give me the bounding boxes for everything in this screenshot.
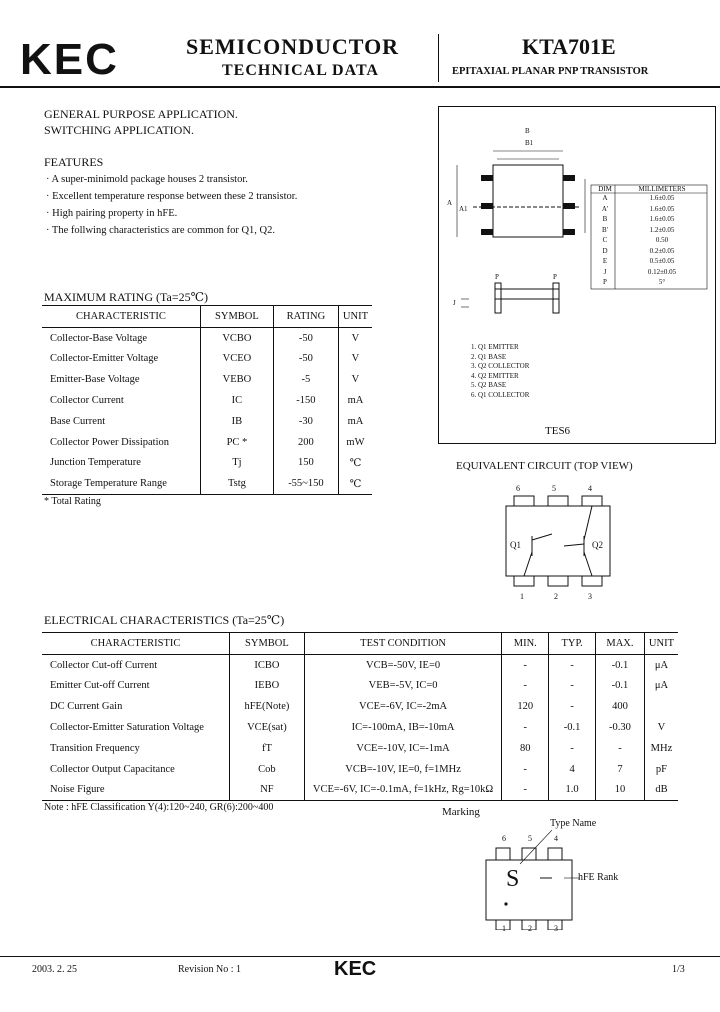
table-cell: IB [200, 411, 273, 432]
dim-cell: P [603, 278, 607, 286]
dim-header [593, 185, 707, 193]
table-row [42, 369, 372, 390]
dim-row [593, 246, 707, 257]
table-cell: - [502, 759, 549, 780]
pin-item: 1. Q1 EMITTER [471, 343, 519, 351]
table-cell: - [549, 696, 596, 717]
pin-item: 3. Q2 COLLECTOR [471, 362, 530, 370]
dim-header-cell: DIM [598, 185, 612, 193]
max-rating-table [42, 305, 372, 495]
table-cell: -0.1 [549, 717, 596, 738]
circuit-pin-4: 4 [588, 484, 592, 493]
application-item: SWITCHING APPLICATION. [44, 123, 194, 137]
table-cell: PC * [200, 432, 273, 453]
circuit-pin-6: 6 [516, 484, 520, 493]
table-cell: Collector-Emitter Saturation Voltage [50, 722, 204, 734]
table-cell: MHz [644, 738, 678, 759]
table-cell: -150 [273, 390, 338, 411]
table-cell: -30 [273, 411, 338, 432]
table-cell: 4 [549, 759, 596, 780]
dim-cell: 0.5±0.05 [649, 257, 675, 265]
table-row [42, 676, 678, 697]
dim-cell: A [602, 194, 608, 202]
dim-row [593, 225, 707, 236]
table-row [42, 738, 678, 759]
col-header: SYMBOL [200, 306, 273, 328]
features-title: FEATURES [44, 155, 104, 169]
part-description: EPITAXIAL PLANAR PNP TRANSISTOR [452, 66, 649, 77]
col-header: RATING [273, 306, 338, 328]
table-row [42, 473, 372, 494]
dim-row [593, 193, 707, 204]
table-cell: ICBO [230, 654, 305, 675]
marking-pin-1: 1 [502, 924, 506, 933]
table-cell: IC=-100mA, IB=-10mA [304, 717, 502, 738]
dim-cell: E [602, 257, 608, 265]
marking-letter: S [506, 866, 520, 892]
table-cell: VCE=-6V, IC=-0.1mA, f=1kHz, Rg=10kΩ [304, 780, 502, 801]
table-cell: V [338, 369, 372, 390]
table-cell: VCB=-50V, IE=0 [304, 654, 502, 675]
footer-page: 1/3 [672, 964, 685, 975]
dim-label-b: B [525, 127, 530, 135]
dim-cell: 0.2±0.05 [649, 246, 675, 255]
table-cell: Collector-Emitter Voltage [50, 353, 159, 365]
table-cell: hFE(Note) [230, 696, 305, 717]
table-cell: VCE=-6V, IC=-2mA [304, 696, 502, 717]
circuit-pin-3: 3 [588, 592, 592, 601]
footer-date: 2003. 2. 25 [32, 964, 77, 975]
table-cell: μA [644, 654, 678, 675]
part-number: KTA701E [522, 34, 616, 59]
header-divider [438, 34, 439, 82]
dim-cell: 0.12±0.05 [647, 267, 677, 276]
marking-pin-5: 5 [528, 834, 532, 843]
dim-label-b1: B1 [525, 139, 534, 147]
table-cell: Base Current [50, 415, 106, 427]
table-row [42, 390, 372, 411]
col-header: TYP. [549, 633, 596, 655]
dim-header-cell: MILLIMETERS [638, 185, 686, 193]
table-cell: Collector Power Dissipation [50, 436, 169, 448]
kec-logo: KEC [20, 35, 119, 84]
table-cell: DC Current Gain [50, 701, 123, 713]
table-cell: 120 [502, 696, 549, 717]
table-cell: - [502, 717, 549, 738]
table-cell: V [338, 327, 372, 348]
table-cell: Emitter-Base Voltage [50, 374, 140, 386]
col-header: MIN. [502, 633, 549, 655]
table-row [42, 453, 372, 474]
table-cell: Collector Current [50, 395, 124, 407]
table-cell: Emitter Cut-off Current [50, 680, 150, 692]
table-cell: mA [338, 411, 372, 432]
table-cell: V [644, 717, 678, 738]
max-rating-note: * Total Rating [44, 496, 101, 507]
dim-label-a: A [447, 199, 453, 207]
marking-title: Marking [442, 806, 480, 818]
table-cell: IEBO [230, 676, 305, 697]
table-cell: Collector Output Capacitance [50, 763, 175, 775]
table-row [42, 411, 372, 432]
table-cell: Cob [230, 759, 305, 780]
table-cell: NF [230, 780, 305, 801]
table-cell: VCEO [200, 349, 273, 370]
table-cell: fT [230, 738, 305, 759]
table-cell: - [549, 676, 596, 697]
max-rating-title: MAXIMUM RATING (Ta=25℃) [44, 290, 209, 304]
table-cell: - [502, 654, 549, 675]
dim-cell: D [602, 246, 608, 255]
table-cell: VCB=-10V, IE=0, f=1MHz [304, 759, 502, 780]
table-cell: mA [338, 390, 372, 411]
dim-cell: 1.6±0.05 [649, 215, 675, 223]
dim-row [593, 235, 707, 246]
dim-cell: B [602, 215, 608, 223]
pin-item: 6. Q1 COLLECTOR [471, 390, 530, 399]
feature-item: · The follwing characteristics are common for Q1, Q2. [46, 225, 275, 236]
table-cell: 400 [596, 696, 645, 717]
marking-pin-4: 4 [554, 834, 558, 843]
table-header-row [42, 633, 678, 655]
dim-row [593, 214, 707, 225]
table-cell: dB [644, 780, 678, 801]
electrical-title: ELECTRICAL CHARACTERISTICS (Ta=25℃) [44, 613, 285, 627]
dim-cell: 0.50 [655, 236, 669, 244]
dim-row [593, 256, 707, 267]
marking-pin-6: 6 [502, 834, 506, 843]
table-cell: -0.1 [596, 654, 645, 675]
table-row [42, 696, 678, 717]
table-cell: 80 [502, 738, 549, 759]
company-line1: SEMICONDUCTOR [186, 34, 400, 59]
package-name: TES6 [545, 425, 571, 437]
col-header: SYMBOL [230, 633, 305, 655]
circuit-pin-2: 2 [554, 592, 558, 601]
table-cell: 200 [273, 432, 338, 453]
pin-list [471, 343, 529, 400]
dim-row [593, 267, 707, 278]
company-line2: TECHNICAL DATA [222, 62, 379, 79]
table-row [42, 759, 678, 780]
table-cell: 1.0 [549, 780, 596, 801]
table-row [42, 349, 372, 370]
col-header: MAX. [596, 633, 645, 655]
table-cell: - [502, 676, 549, 697]
col-header: UNIT [644, 633, 678, 655]
table-cell: Noise Figure [50, 784, 105, 796]
table-cell: Junction Temperature [50, 457, 141, 469]
table-cell: -50 [273, 349, 338, 370]
table-cell: ℃ [338, 473, 372, 494]
dim-cell: J [603, 267, 607, 276]
dim-label-p: P [495, 273, 499, 281]
col-header: CHARACTERISTIC [42, 633, 230, 655]
dim-cell: A' [601, 204, 609, 213]
table-header-row [42, 306, 372, 328]
col-header: CHARACTERISTIC [42, 306, 200, 328]
equivalent-circuit-title: EQUIVALENT CIRCUIT (TOP VIEW) [456, 460, 633, 472]
marking-pin-2: 2 [528, 924, 532, 933]
application-item: GENERAL PURPOSE APPLICATION. [44, 107, 238, 121]
dim-cell: C [602, 236, 608, 244]
footer-revision: Revision No : 1 [178, 964, 242, 975]
circuit-q1-label: Q1 [510, 540, 521, 550]
marking-rank: hFE Rank [578, 872, 619, 883]
feature-item: · Excellent temperature response between these 2 transistor. [46, 191, 298, 202]
table-cell: Tj [200, 453, 273, 474]
marking-type-name: Type Name [550, 818, 597, 829]
table-cell: -5 [273, 369, 338, 390]
pin-item: 2. Q1 BASE [471, 352, 507, 361]
circuit-pin-1: 1 [520, 592, 524, 601]
table-cell: Collector-Base Voltage [50, 332, 148, 344]
circuit-pin-5: 5 [552, 484, 556, 493]
table-cell: VCE=-10V, IC=-1mA [304, 738, 502, 759]
marking-diagram [480, 830, 586, 930]
electrical-table [42, 632, 678, 801]
dim-cell: 5° [658, 278, 666, 286]
table-cell: -0.30 [596, 717, 645, 738]
col-header: TEST CONDITION [304, 633, 502, 655]
dim-cell: 1.2±0.05 [649, 225, 675, 234]
table-row [42, 654, 678, 675]
table-cell: μA [644, 676, 678, 697]
dim-label-j: J [453, 299, 456, 307]
table-cell: mW [338, 432, 372, 453]
table-cell: ℃ [338, 453, 372, 474]
circuit-q2-label: Q2 [592, 540, 603, 550]
col-header: UNIT [338, 306, 372, 328]
table-cell [644, 696, 678, 717]
dim-cell: B' [602, 225, 608, 234]
dim-cell: 1.6±0.05 [649, 194, 675, 202]
table-cell: VEBO [200, 369, 273, 390]
table-cell: VEB=-5V, IC=0 [304, 676, 502, 697]
table-cell: 150 [273, 453, 338, 474]
dim-cell: 1.6±0.05 [649, 204, 675, 213]
table-cell: 7 [596, 759, 645, 780]
dimension-table [593, 185, 707, 288]
table-cell: Collector Cut-off Current [50, 659, 158, 671]
header-rule [0, 86, 720, 88]
feature-item: · High pairing property in hFE. [46, 208, 178, 219]
marking-pin-3: 3 [554, 924, 558, 933]
table-cell: Transition Frequency [50, 742, 140, 754]
dim-row [593, 277, 707, 288]
table-cell: VCBO [200, 327, 273, 348]
table-row [42, 717, 678, 738]
pin-item: 5. Q2 BASE [471, 381, 507, 389]
table-cell: - [502, 780, 549, 801]
footer-rule [0, 956, 720, 957]
pin-item: 4. Q2 EMITTER [471, 371, 519, 380]
table-cell: 10 [596, 780, 645, 801]
table-cell: - [549, 738, 596, 759]
table-row [42, 327, 372, 348]
table-cell: VCE(sat) [230, 717, 305, 738]
table-cell: Storage Temperature Range [50, 478, 167, 490]
table-cell: -0.1 [596, 676, 645, 697]
dim-label-p2: P [553, 273, 557, 281]
table-cell: IC [200, 390, 273, 411]
footer-logo: KEC [334, 958, 377, 980]
table-cell: V [338, 349, 372, 370]
table-row [42, 780, 678, 801]
package-outline-box [438, 106, 716, 444]
table-row [42, 432, 372, 453]
electrical-note: Note : hFE Classification Y(4):120~240, GR(6):200~400 [44, 802, 274, 813]
dim-label-a1: A1 [459, 205, 468, 213]
table-cell: - [596, 738, 645, 759]
table-cell: Tstg [200, 473, 273, 494]
features-list [46, 171, 297, 239]
table-cell: -55~150 [273, 473, 338, 494]
table-cell: - [549, 654, 596, 675]
table-cell: -50 [273, 327, 338, 348]
dim-row [593, 204, 707, 215]
feature-item: · A super-minimold package houses 2 transistor. [46, 174, 248, 185]
table-cell: pF [644, 759, 678, 780]
application-list [44, 106, 238, 138]
